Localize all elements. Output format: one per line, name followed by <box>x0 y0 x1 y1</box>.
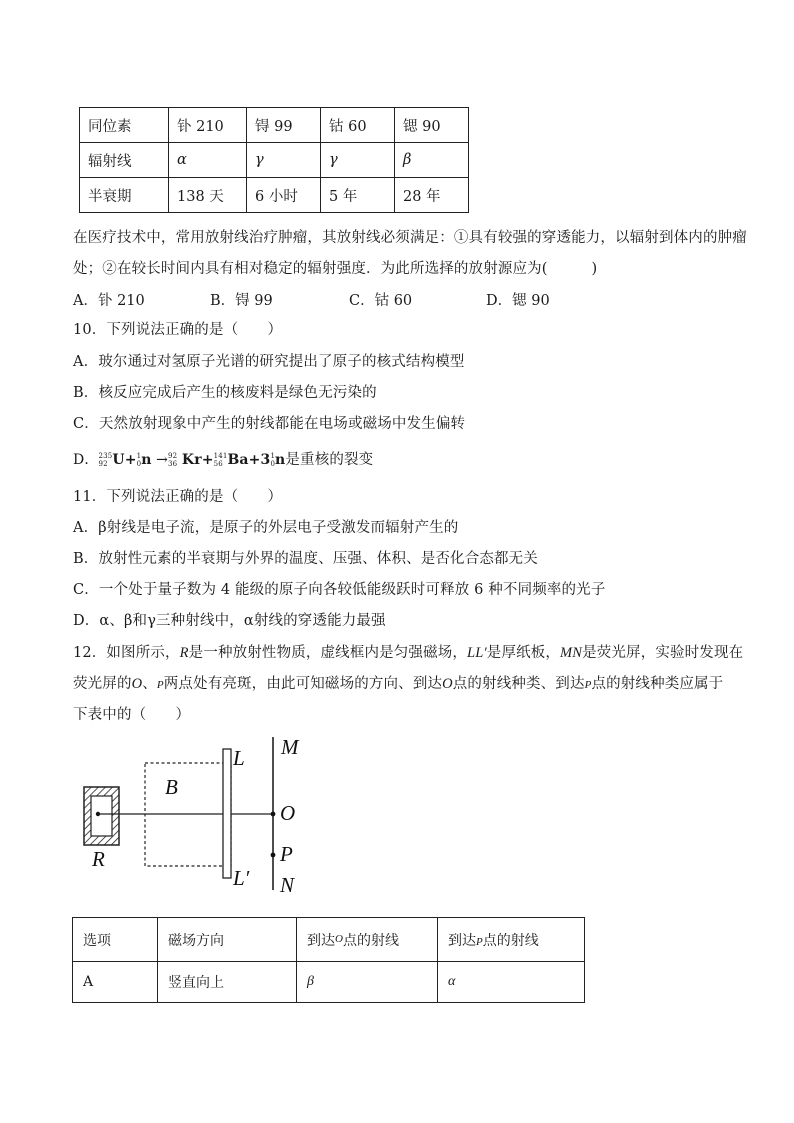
q11-option-c: C．一个处于量子数为 4 能级的原子向各较低能级跃时可释放 6 种不同频率的光子 <box>73 582 606 598</box>
symbol-ll: LL′ <box>467 645 487 661</box>
q10-option-d <box>73 450 373 470</box>
kr-isotope-numbers <box>168 452 177 468</box>
stem-text: 点的射线种类应属于 <box>591 676 724 692</box>
table-header-cell <box>297 918 438 962</box>
table-cell: 半衰期 <box>80 178 169 213</box>
q11-stem: 11．下列说法正确的是（ ） <box>73 489 283 505</box>
table-cell: 钴 60 <box>321 108 395 143</box>
stem-text: 两点处有亮斑，由此可知磁场的方向、到达 <box>163 676 443 692</box>
option-text: 是重核的裂变 <box>285 452 374 468</box>
n-atomic-number: 0 <box>136 460 142 468</box>
q9-stem-line1: 在医疗技术中，常用放射线治疗肿瘤，其放射线必须满足：①具有较强的穿透能力，以辐射到体内的肿瘤 <box>73 230 747 246</box>
table-cell: 竖直向上 <box>158 962 297 1003</box>
ba-atomic-number: 56 <box>213 460 223 468</box>
table-cell: 5 年 <box>321 178 395 213</box>
table-header-cell: 选项 <box>73 918 158 962</box>
point-o <box>271 812 276 817</box>
table-cell: 6 小时 <box>247 178 321 213</box>
table-cell: β <box>395 143 469 178</box>
q12-stem-line3: 下表中的（ ） <box>73 707 191 723</box>
label-l: L <box>233 746 245 770</box>
table-row <box>80 178 469 213</box>
q9-option-c: C．钴 60 <box>349 293 413 309</box>
table-cell: β <box>297 962 438 1003</box>
q11-option-b: B．放射性元素的半衰期与外界的温度、压强、体积、是否化合态都无关 <box>73 551 538 567</box>
table-cell: 同位素 <box>80 108 169 143</box>
n-atomic-number: 0 <box>270 460 276 468</box>
table-cell: A <box>73 962 158 1003</box>
isotope-table <box>79 107 469 213</box>
paper-board <box>223 749 231 878</box>
q12-stem-line1 <box>73 643 743 663</box>
magnetic-field-diagram <box>70 730 340 900</box>
plus-sign: + <box>201 452 214 468</box>
table-cell: 28 年 <box>395 178 469 213</box>
symbol-mn: MN <box>560 645 583 661</box>
symbol-r: R <box>179 645 189 661</box>
label-o: O <box>280 801 296 825</box>
table-cell: 钋 210 <box>169 108 247 143</box>
table-cell: 辐射线 <box>80 143 169 178</box>
symbol-o: O <box>131 676 143 692</box>
u-isotope-numbers <box>99 452 113 468</box>
table-header-cell: 磁场方向 <box>158 918 297 962</box>
n-symbol: n <box>275 452 286 468</box>
label-l-prime: L′ <box>233 866 250 890</box>
u-symbol: U <box>112 452 125 468</box>
stem-text: 12．如图所示， <box>73 645 180 661</box>
options-table <box>72 917 585 1003</box>
table-cell: γ <box>321 143 395 178</box>
header-text: 点的射线 <box>482 932 539 949</box>
ba-symbol: Ba <box>227 452 249 468</box>
q10-option-a: A．玻尔通过对氢原子光谱的研究提出了原子的核式结构模型 <box>73 354 465 370</box>
table-row <box>80 108 469 143</box>
stem-text: 是荧光屏，实验时发现在 <box>582 645 744 661</box>
option-label: D． <box>73 452 99 468</box>
label-r: R <box>92 847 105 871</box>
label-n: N <box>280 873 295 897</box>
ba-isotope-numbers <box>214 452 228 468</box>
plus-sign: +3 <box>248 452 271 468</box>
ba-mass-number: 141 <box>213 452 228 460</box>
symbol-p: P <box>584 679 592 691</box>
q9-option-a: A．钋 210 <box>73 293 145 309</box>
stem-text: 、 <box>142 676 157 692</box>
stem-text: 是一种放射性物质，虚线框内是匀强磁场， <box>188 645 468 661</box>
q12-stem-line2 <box>73 674 723 695</box>
table-row <box>73 962 585 1003</box>
n-symbol: n <box>141 452 152 468</box>
table-cell: α <box>438 962 585 1003</box>
table-cell: 锝 99 <box>247 108 321 143</box>
q10-option-c: C．天然放射现象中产生的射线都能在电场或磁场中发生偏转 <box>73 416 466 432</box>
n-mass-number: 1 <box>270 452 276 460</box>
stem-text: 点的射线种类、到达 <box>452 676 585 692</box>
kr-mass-number: 92 <box>168 452 178 460</box>
plus-sign: + <box>124 452 137 468</box>
symbol-o: O <box>335 932 343 945</box>
table-row <box>80 143 469 178</box>
label-b: B <box>165 775 178 799</box>
stem-text: 是厚纸板， <box>486 645 561 661</box>
symbol-p: P <box>476 935 483 948</box>
q9-option-d: D．锶 90 <box>486 293 550 309</box>
q10-stem: 10．下列说法正确的是（ ） <box>73 322 283 338</box>
header-text: 到达 <box>448 932 476 949</box>
u-atomic-number: 92 <box>98 460 108 468</box>
symbol-p: P <box>156 679 164 691</box>
header-text: 点的射线 <box>342 932 399 949</box>
q10-option-b: B．核反应完成后产生的核废料是绿色无污染的 <box>73 385 377 401</box>
stem-text: 荧光屏的 <box>73 676 132 692</box>
n-mass-number: 1 <box>136 452 142 460</box>
label-m: M <box>281 735 299 759</box>
table-header-row <box>73 918 585 962</box>
table-cell: α <box>169 143 247 178</box>
reaction-arrow: → <box>156 452 169 468</box>
q11-option-a: A．β射线是电子流，是原子的外层电子受激发而辐射产生的 <box>73 520 459 536</box>
symbol-o: O <box>442 676 453 692</box>
point-p <box>271 853 276 858</box>
table-header-cell <box>438 918 585 962</box>
label-p: P <box>280 842 293 866</box>
table-cell: γ <box>247 143 321 178</box>
q9-option-b: B．锝 99 <box>210 293 273 309</box>
u-mass-number: 235 <box>98 452 113 460</box>
kr-symbol: Kr <box>181 452 202 468</box>
table-cell: 138 天 <box>169 178 247 213</box>
header-text: 到达 <box>307 932 335 949</box>
q9-stem-line2: 处；②在较长时间内具有相对稳定的辐射强度．为此所选择的放射源应为( ) <box>73 261 598 277</box>
q11-option-d: D．α、β和γ三种射线中，α射线的穿透能力最强 <box>73 613 386 629</box>
radioactive-source <box>84 787 119 845</box>
table-cell: 锶 90 <box>395 108 469 143</box>
kr-atomic-number: 36 <box>168 460 178 468</box>
